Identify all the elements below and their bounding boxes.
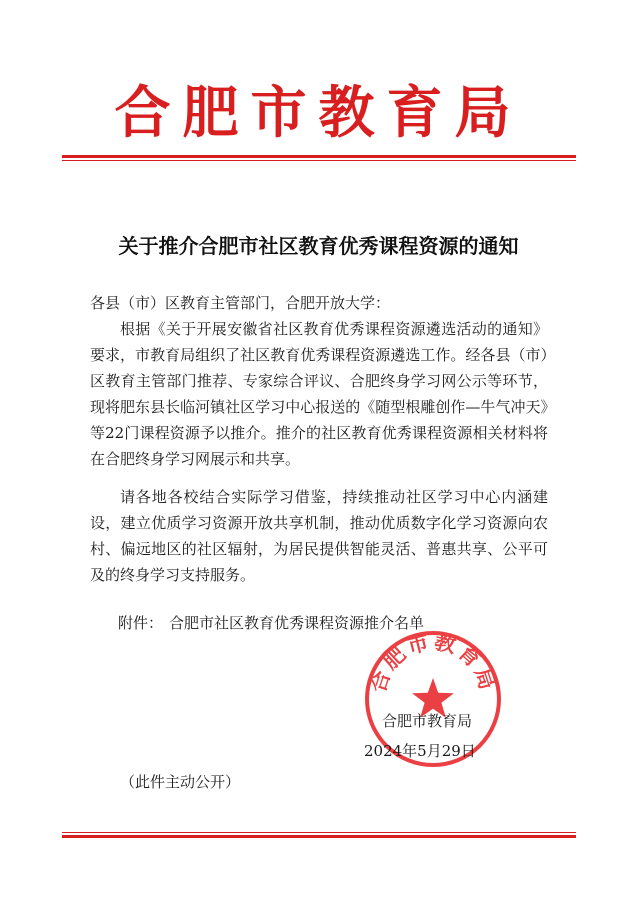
signer-name: 合肥市教育局 — [382, 712, 473, 730]
body-paragraph-2: 请各地各校结合实际学习借鉴，持续推动社区学习中心内涵建设，建立优质学习资源开放共享机制，推动优质数字化学习资源向农村、偏远地区的社区辐射，为居民提供智能灵活、普惠共享、公平可及的终身学习支持服务。 — [90, 488, 548, 584]
letterhead-org-name: 合肥市教育局 — [114, 80, 523, 146]
footer-rule-thick — [62, 835, 576, 838]
letterhead-rule-thick — [62, 155, 576, 158]
footer-rule-thin — [62, 832, 576, 833]
letterhead-rule-thin — [62, 160, 576, 161]
attachment-label: 附件： — [118, 614, 164, 632]
salutation: 各县（市）区教育主管部门，合肥开放大学： — [90, 294, 391, 312]
disclosure-note: （此件主动公开） — [120, 773, 241, 791]
attachment-name: 合肥市社区教育优秀课程资源推介名单 — [169, 614, 425, 632]
body-paragraph-1: 根据《关于开展安徽省社区教育优秀课程资源遴选活动的通知》要求，市教育局组织了社区教育优秀课程资源遴选工作。经各县（市）区教育主管部门推荐、专家综合评议、合肥终身学习网公示等环节，现将肥东县长临河镇社区学习中心报送的《随型根雕创作—牛气冲天》等22门课程资源予以推介。推介的社区教育优秀课程资源相关材料将在合肥终身学习网展示和共享。 — [90, 320, 548, 468]
seal-text: 合肥市教育局 — [364, 628, 502, 696]
document-date: 2024年5月29日 — [364, 742, 476, 760]
document-title: 关于推介合肥市社区教育优秀课程资源的通知 — [118, 234, 519, 258]
